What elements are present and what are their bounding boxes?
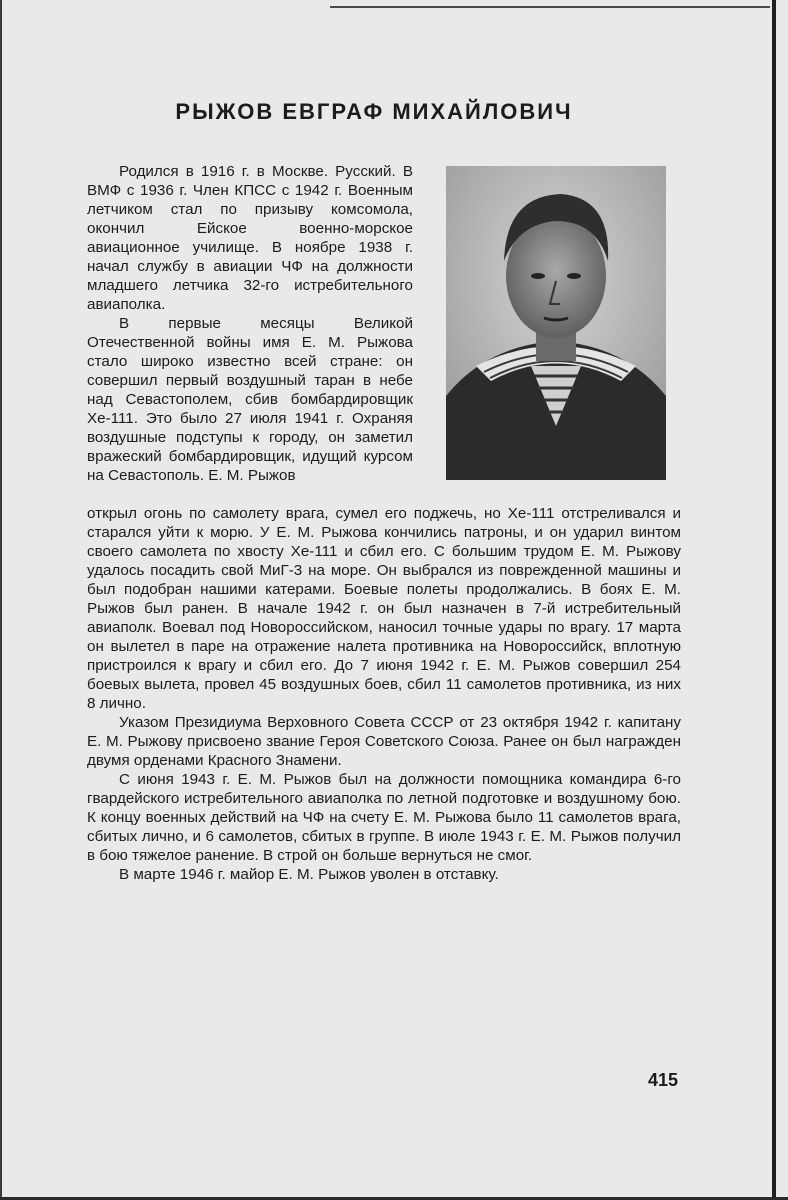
biography-text-narrow	[87, 162, 413, 485]
page-edge-top	[330, 6, 770, 8]
paragraph-hero-award: Указом Президиума Верховного Совета СССР от 23 октября 1942 г. капитану Е. М. Рыжову присвоено звание Героя Советского Союза. Ранее он был награжден двумя орденами Красного Знамени.	[87, 714, 681, 769]
portrait-illustration	[446, 166, 666, 480]
page-title: РЫЖОВ ЕВГРАФ МИХАЙЛОВИЧ	[175, 98, 573, 124]
page-number: 415	[648, 1070, 679, 1090]
biography-text-wide	[87, 504, 681, 884]
paragraph-birth: Родился в 1916 г. в Москве. Русский. В ВМФ с 1936 г. Член КПСС с 1942 г. Военным летчиком стал по призыву комсомола, окончил Ейское военно-морское авиационное училище. В ноябре 1938 г. начал службу в авиации ЧФ на должности младшего летчика 32-го истребительного авиаполка.	[87, 163, 413, 313]
paragraph-war-start: В первые месяцы Великой Отечественной войны имя Е. М. Рыжова стало широко известно всей стране: он совершил первый воздушный таран в небе над Севастополем, сбив бомбардировщик Хе-111. Это было 27 июля 1941 г. Охраняя воздушные подступы к городу, он заметил вражеский бомбардировщик, идущий курсом на Севастополь. Е. М. Рыжов	[87, 315, 413, 484]
page-edge-left	[0, 0, 2, 1200]
paragraph-ramming: открыл огонь по самолету врага, сумел его поджечь, но Хе-111 отстреливался и старался уйти к морю. У Е. М. Рыжова кончились патроны, и он ударил винтом своего самолета по хвосту Хе-111 и сбил его. С большим трудом Е. М. Рыжову удалось посадить свой МиГ-3 на море. Он выбрался из поврежденной машины и был подобран нашими катерами. Боевые полеты продолжались. В боях Е. М. Рыжов был ранен. В начале 1942 г. он был назначен в 7-й истребительный авиаполк. Воевал под Новороссийском, наносил точные удары по врагу. 17 марта он вылетел в паре на отражение налета противника на Новороссийск, вплотную пристроился к врагу и сбил его. До 7 июня 1942 г. Е. М. Рыжов совершил 254 боевых вылета, провел 45 воздушных боев, сбил 11 самолетов противника, из них 8 лично.	[87, 505, 681, 712]
paragraph-retirement: В марте 1946 г. майор Е. М. Рыжов уволен в отставку.	[119, 866, 499, 883]
paragraph-later-service: С июня 1943 г. Е. М. Рыжов был на должности помощника командира 6-го гвардейского истребительного авиаполка по летной подготовке и воздушному бою. К концу военных действий на ЧФ на счету Е. М. Рыжова было 11 самолетов врага, сбитых лично, и 6 самолетов, сбитых в группе. В июле 1943 г. Е. М. Рыжов получил в бою тяжелое ранение. В строй он больше вернуться не смог.	[87, 771, 681, 864]
page-edge-right	[772, 0, 776, 1200]
portrait-photo	[446, 166, 666, 480]
